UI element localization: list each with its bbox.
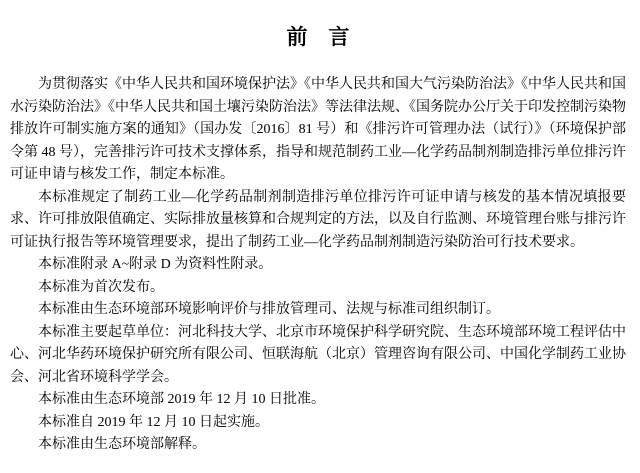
paragraph-approval-date: 本标准由生态环境部 2019 年 12 月 10 日批准。	[38, 392, 325, 407]
paragraph-legal-basis: 为贯彻落实《中华人民共和国环境保护法》《中华人民共和国大气污染防治法》《中华人民共和国水污染防治法》《中华人民共和国土壤污染防治法》等法律法规、《国务院办公厅关于印发控制污染物排放许可制实施方案的通知》（国办发〔2016〕81 号）和《排污许可管理办法（试行）》（环境保护部令第 48 号），完善排污许可技术支撑体系，指导和规范制药工业—化学药品制剂制造排污单位排污许可证申请与核发工作，制定本标准。	[10, 77, 626, 182]
paragraph-first-release: 本标准为首次发布。	[38, 279, 164, 295]
document-page	[0, 26, 640, 473]
paragraph-organizers: 本标准由生态环境部环境影响评价与排放管理司、法规与标准司组织制订。	[38, 302, 500, 317]
paragraph-drafting-units: 本标准主要起草单位：河北科技大学、北京市环境保护科学研究院、生态环境部环境工程评估中心、河北华药环境保护研究所有限公司、恒联海航（北京）管理咨询有限公司、中国化学制药工业协会、河北省环境科学学会。	[10, 324, 626, 385]
paragraph-effective-date: 本标准自 2019 年 12 月 10 日起实施。	[38, 414, 269, 430]
document-body	[10, 74, 626, 457]
paragraph-interpretation: 本标准由生态环境部解释。	[38, 437, 206, 452]
page-title: 前 言	[286, 25, 350, 49]
paragraph-appendices: 本标准附录 A~附录 D 为资料性附录。	[38, 257, 273, 272]
paragraph-scope: 本标准规定了制药工业—化学药品制剂制造排污单位排污许可证申请与核发的基本情况填报要求、许可排放限值确定、实际排放量核算和合规判定的方法，以及自行监测、环境管理台账与排污许可证执行报告等环境管理要求，提出了制药工业—化学药品制剂制造污染防治可行技术要求。	[10, 189, 626, 250]
